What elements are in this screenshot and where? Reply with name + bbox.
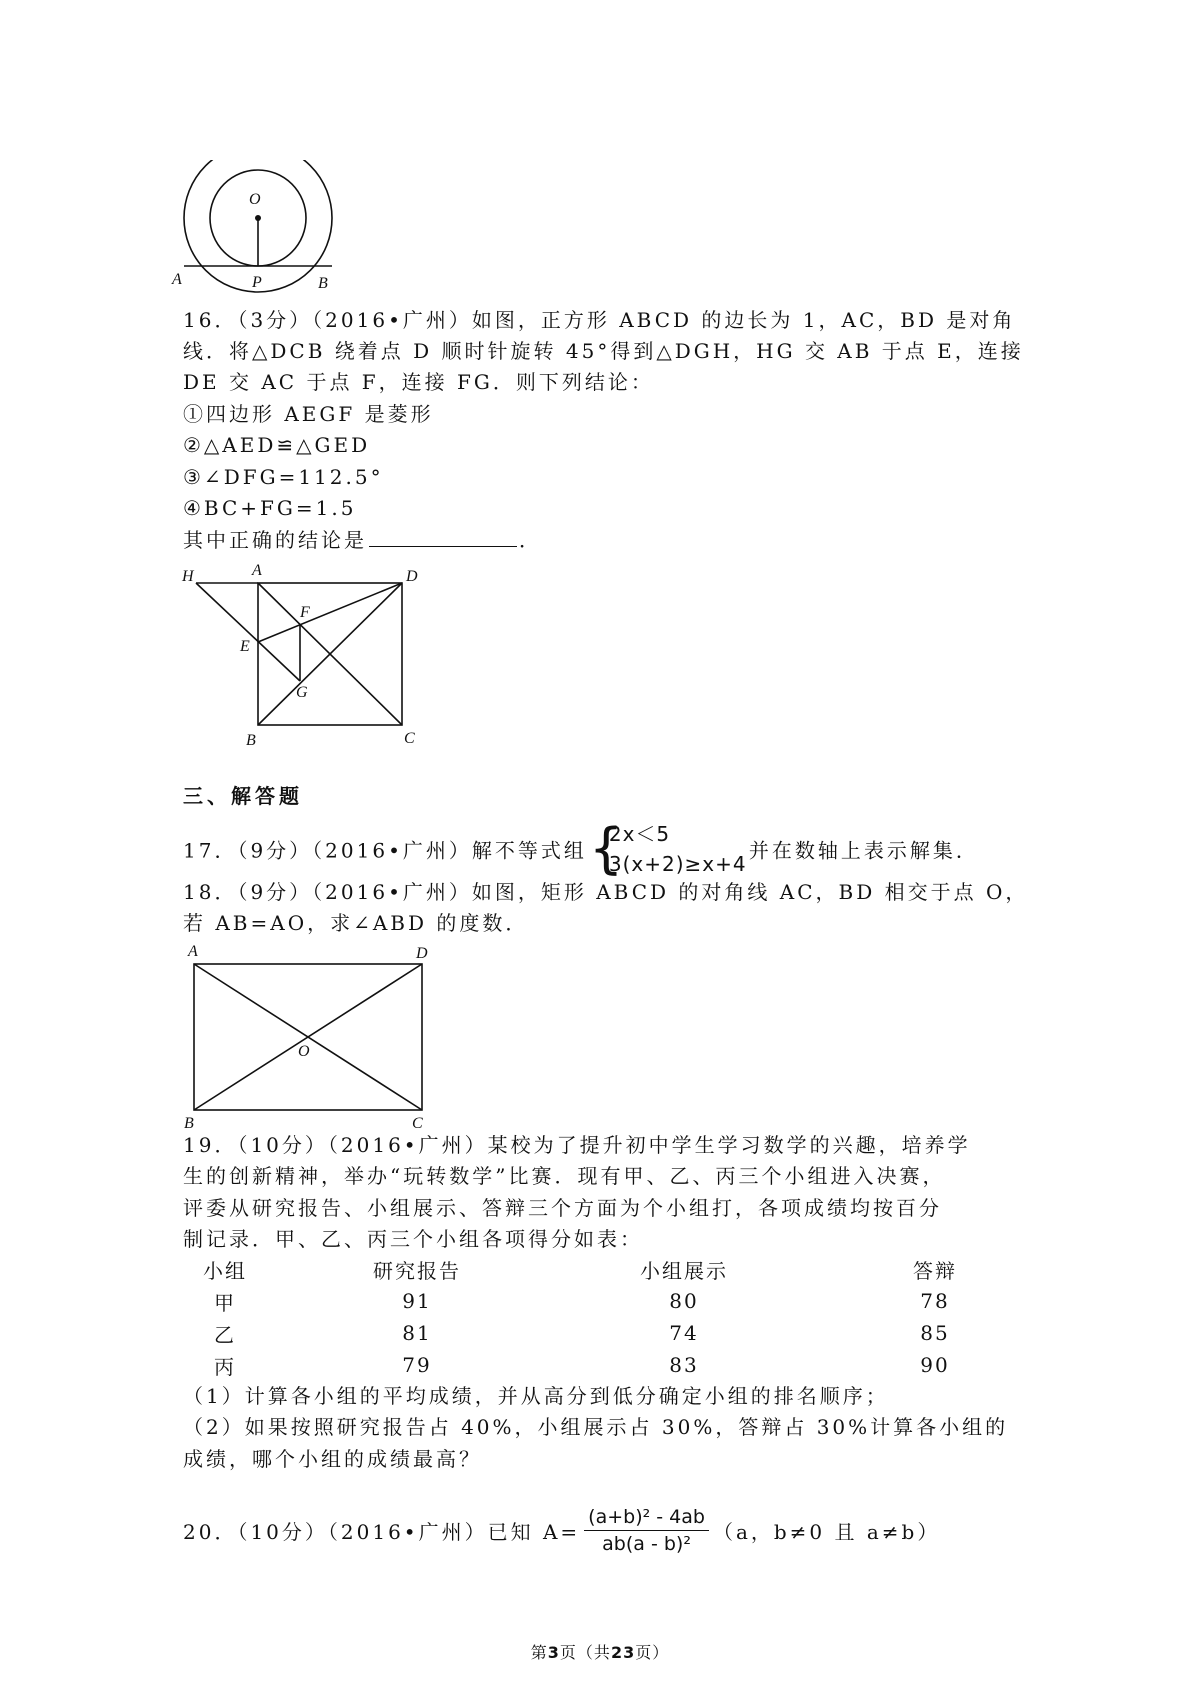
page-footer xyxy=(0,1640,1200,1663)
table-row xyxy=(183,1317,1069,1349)
q19-line2: 生的创新精神，举办“玩转数学”比赛．现有甲、乙、丙三个小组进入决赛， xyxy=(183,1164,946,1188)
table-cell: 74 xyxy=(669,1321,699,1345)
table-cell: 80 xyxy=(669,1289,699,1313)
label-b: B xyxy=(318,275,328,292)
q16-conclusion-4: ④BC+FG=1.5 xyxy=(183,496,357,520)
q17-prefix: 17．（9分）（2016•广州）解不等式组 xyxy=(183,838,587,863)
label-g: G xyxy=(296,684,308,701)
label-b: B xyxy=(246,732,256,749)
footer-post: 页） xyxy=(635,1643,670,1662)
q16-conclusion-3: ③∠DFG=112.5° xyxy=(183,465,384,489)
q18-line2: 若 AB=AO，求∠ABD 的度数． xyxy=(183,911,529,935)
fraction xyxy=(584,1506,709,1555)
q16-answer-suffix: ． xyxy=(519,528,542,552)
table-cell: 85 xyxy=(920,1321,950,1345)
table-cell: 83 xyxy=(669,1353,699,1377)
scores-table xyxy=(183,1253,1069,1381)
table-header-row xyxy=(183,1253,1069,1285)
page-number: 3 xyxy=(547,1643,560,1662)
q16-line1: 16．（3分）（2016•广州）如图，正方形 ABCD 的边长为 1，AC，BD 是对角 xyxy=(183,308,1016,332)
fraction-denominator: ab(a - b)² xyxy=(602,1533,691,1555)
q18-line1: 18．（9分）（2016•广州）如图，矩形 ABCD 的对角线 AC，BD 相交于点 O， xyxy=(183,880,1029,904)
table-cell: 91 xyxy=(402,1289,432,1313)
table-header: 小组 xyxy=(203,1258,247,1283)
q17-suffix: 并在数轴上表示解集． xyxy=(748,838,979,863)
table-cell: 丙 xyxy=(214,1354,236,1379)
table-cell: 90 xyxy=(920,1353,950,1377)
label-a: A xyxy=(172,271,182,288)
q19-line4: 制记录．甲、乙、丙三个小组各项得分如表： xyxy=(183,1227,643,1251)
label-f: F xyxy=(300,604,310,621)
q20-prefix: 20．（10分）（2016•广州）已知 A= xyxy=(183,1520,581,1544)
label-p: P xyxy=(252,274,262,291)
inequality-1: 2x＜5 xyxy=(608,822,671,846)
q16-line2: 线．将△DCB 绕着点 D 顺时针旋转 45°得到△DGH，HG 交 AB 于点 E，连接 xyxy=(183,339,1024,363)
fraction-numerator: (a+b)² - 4ab xyxy=(584,1506,709,1531)
table-header: 研究报告 xyxy=(373,1258,461,1283)
label-h: H xyxy=(182,568,194,585)
inequality-system xyxy=(588,817,747,880)
q20-line xyxy=(183,1506,940,1555)
label-a: A xyxy=(188,943,198,960)
label-c: C xyxy=(412,1115,423,1132)
q19-part1: （1）计算各小组的平均成绩，并从高分到低分确定小组的排名顺序； xyxy=(183,1384,889,1408)
label-d: D xyxy=(416,945,428,962)
label-b: B xyxy=(184,1115,194,1132)
inequality-2: 3(x+2)≥x+4 xyxy=(608,852,747,876)
q16-conclusion-1: ①四边形 AEGF 是菱形 xyxy=(183,402,434,426)
label-a: A xyxy=(252,562,262,579)
q16-line3: DE 交 AC 于点 F，连接 FG．则下列结论： xyxy=(183,370,654,394)
label-o: O xyxy=(249,191,261,208)
q16-conclusion-2: ②△AED≌△GED xyxy=(183,433,371,457)
square-figure xyxy=(178,555,428,755)
table-row xyxy=(183,1285,1069,1317)
table-cell: 乙 xyxy=(214,1322,236,1347)
q20-suffix: （a，b≠0 且 a≠b） xyxy=(712,1520,941,1544)
table-cell: 78 xyxy=(920,1289,950,1313)
table-header: 小组展示 xyxy=(640,1258,728,1283)
q19-line3: 评委从研究报告、小组展示、答辩三个方面为个小组打，各项成绩均按百分 xyxy=(183,1196,942,1220)
answer-blank xyxy=(369,526,517,547)
rectangle-figure xyxy=(180,940,440,1132)
label-o: O xyxy=(298,1043,310,1060)
table-cell: 81 xyxy=(402,1321,432,1345)
footer-mid: 页（共 xyxy=(559,1643,611,1662)
q16-answer-line xyxy=(183,526,542,554)
q19-part2-line2: 成绩，哪个小组的成绩最高？ xyxy=(183,1447,482,1471)
table-cell: 79 xyxy=(402,1353,432,1377)
table-cell: 甲 xyxy=(214,1290,236,1315)
label-e: E xyxy=(240,638,250,655)
total-pages: 23 xyxy=(610,1643,636,1662)
label-d: D xyxy=(406,568,418,585)
q17-line xyxy=(183,817,979,880)
label-c: C xyxy=(404,730,415,747)
q16-answer-prefix: 其中正确的结论是 xyxy=(183,528,367,552)
q19-line1: 19．（10分）（2016•广州）某校为了提升初中学生学习数学的兴趣，培养学 xyxy=(183,1133,971,1157)
table-header: 答辩 xyxy=(913,1258,957,1283)
q19-part2-line1: （2）如果按照研究报告占 40%，小组展示占 30%，答辩占 30%计算各小组的 xyxy=(183,1415,1009,1439)
table-row xyxy=(183,1349,1069,1381)
concentric-circles-figure xyxy=(170,160,350,310)
footer-pre: 第 xyxy=(530,1643,548,1662)
section-title: 三、解答题 xyxy=(183,784,303,808)
brace-symbol: { xyxy=(588,817,624,880)
